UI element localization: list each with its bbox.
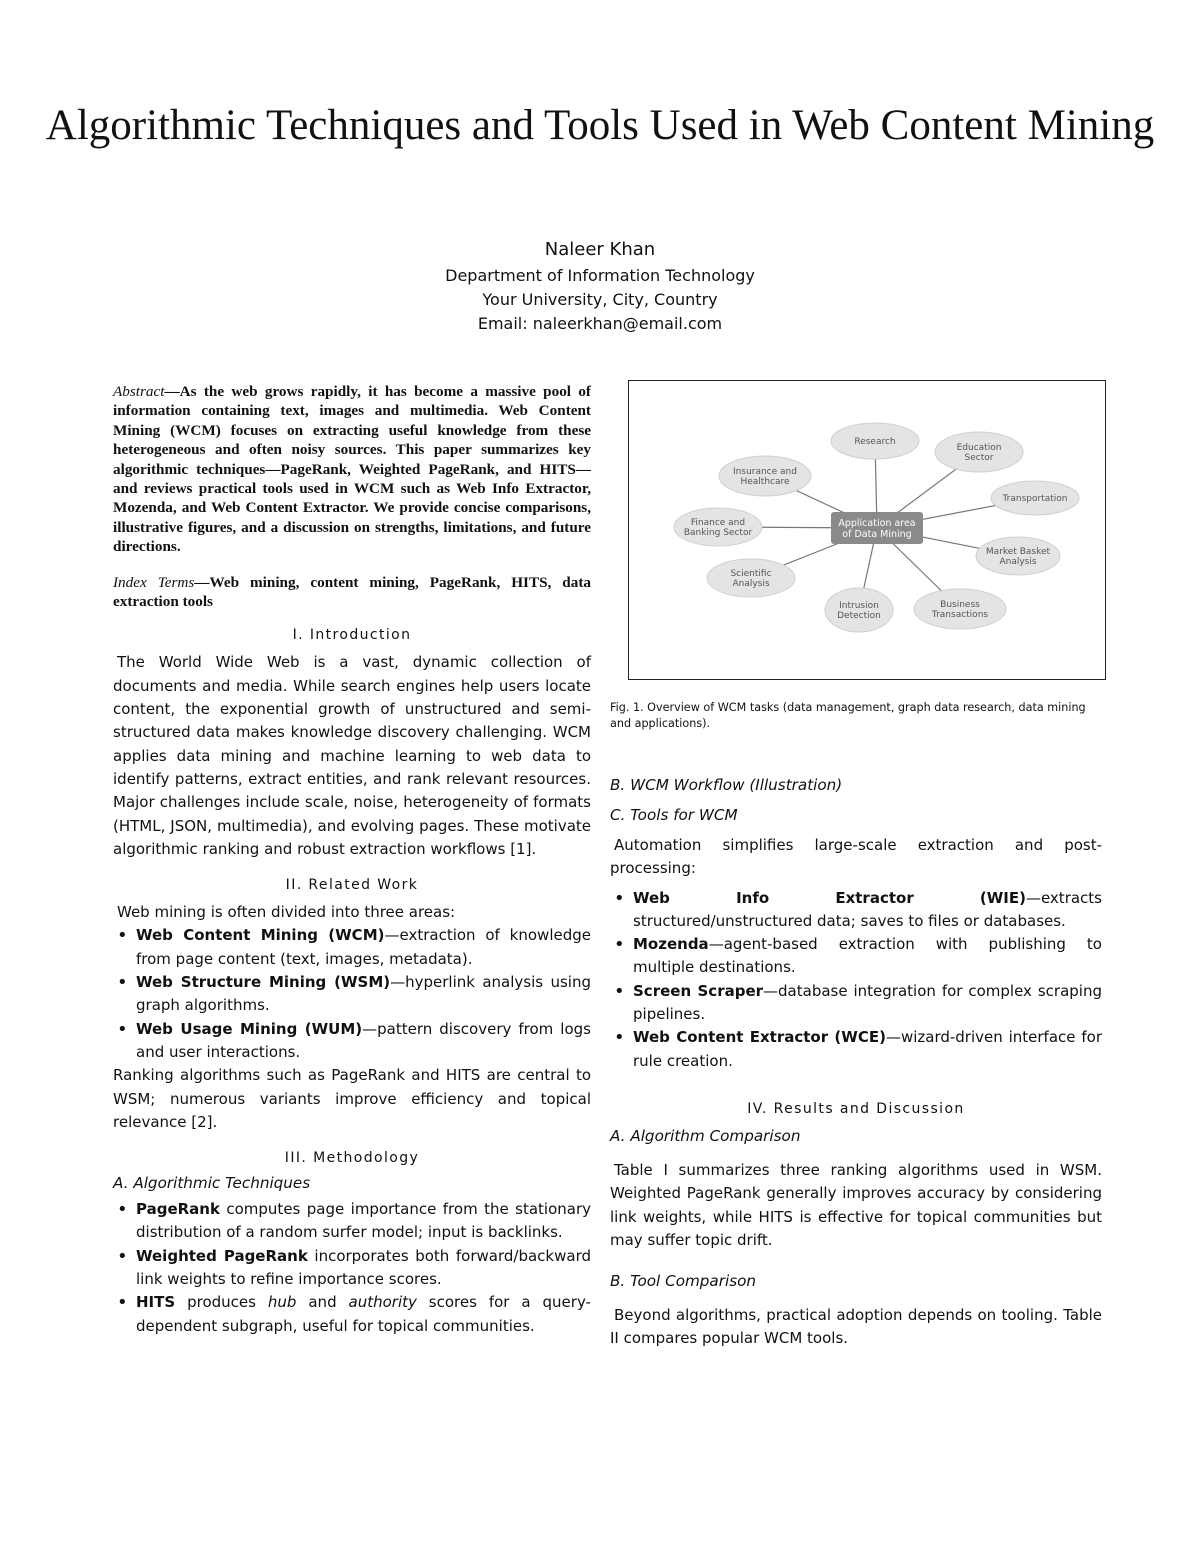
subsection-tools-for-wcm: C. Tools for WCM <box>610 806 738 824</box>
list-item-desc: —extracts structured/unstructured data; saves to files or databases. <box>633 888 1102 930</box>
diagram-center-label: Application area <box>838 518 916 529</box>
related-work-tail: Ranking algorithms such as PageRank and HITS are central to WSM; numerous variants improve efficiency and topical relevance [2]. <box>113 1066 591 1131</box>
author-university: Your University, City, Country <box>482 290 718 309</box>
subsection-wcm-workflow: B. WCM Workflow (Illustration) <box>610 776 843 794</box>
subsection-algorithm-comparison: A. Algorithm Comparison <box>610 1126 801 1145</box>
author-email: Email: naleerkhan@email.com <box>477 314 723 333</box>
diagram-center-label: of Data Mining <box>842 529 912 540</box>
list-item <box>610 933 1102 980</box>
list-item-term: Mozenda <box>633 935 709 954</box>
figure-1 <box>628 380 1106 680</box>
list-item <box>113 971 591 1018</box>
index-terms <box>113 573 591 612</box>
list-item-desc: —database integration for complex scraping pipelines. <box>633 981 1102 1024</box>
diagram-node-label: Market Basket <box>985 547 1051 557</box>
diagram-center <box>831 512 923 544</box>
abstract <box>113 382 591 557</box>
subsection-algorithmic-techniques: A. Algorithmic Techniques <box>113 1174 311 1193</box>
list-item-term: Web Content Mining (WCM) <box>136 926 385 945</box>
diagram-node-label: Scientific <box>730 569 772 579</box>
diagram-node-label: Research <box>854 437 896 447</box>
diagram-node-label: Healthcare <box>740 477 790 487</box>
index-terms-label: Index Terms <box>113 573 195 591</box>
right-column <box>610 380 1102 1351</box>
section-heading-methodology: III. Methodology <box>284 1150 420 1167</box>
related-work-lead: Web mining is often divided into three areas: <box>117 903 456 922</box>
hub-term: hub <box>267 1293 297 1312</box>
list-item-desc: computes page importance from the stationary distribution of a random surfer model; input is backlinks. <box>136 1200 591 1242</box>
diagram-node-label: Business <box>940 600 980 610</box>
list-item <box>610 1026 1102 1073</box>
list-item-desc: —wizard-driven interface for rule creation. <box>633 1028 1102 1070</box>
list-item-term: Web Usage Mining (WUM) <box>136 1019 363 1038</box>
algorithm-list <box>113 1198 591 1338</box>
list-item <box>113 1018 591 1065</box>
diagram-node <box>825 588 893 632</box>
list-item <box>113 924 591 971</box>
list-item <box>610 980 1102 1027</box>
list-item-term: Web Info Extractor (WIE) <box>633 888 1026 907</box>
diagram-node-label: Detection <box>837 611 881 621</box>
section-heading-introduction: I. Introduction <box>292 627 412 644</box>
list-item-desc: —agent-based extraction with publishing to multiple destinations. <box>633 935 1102 977</box>
abstract-label: Abstract <box>113 383 165 400</box>
author-block <box>0 236 1200 336</box>
author-department: Department of Information Technology <box>445 266 755 285</box>
diagram-node-label: Insurance and <box>733 467 797 477</box>
section-heading-results: IV. Results and Discussion <box>747 1100 965 1117</box>
list-item-term: Screen Scraper <box>633 981 764 1000</box>
diagram-node-label: Finance and <box>690 518 746 528</box>
list-item-desc: —pattern discovery from logs and user interactions. <box>136 1019 591 1061</box>
tools-lead: Automation simplifies large-scale extraction and post-processing: <box>610 836 1102 878</box>
subsection-tool-comparison: B. Tool Comparison <box>610 1272 757 1291</box>
diagram-node-label: Analysis <box>999 557 1037 567</box>
figure-caption: Fig. 1. Overview of WCM tasks (data management, graph data research, data mining and applications). <box>610 701 1086 730</box>
diagram-node-label: Intrusion <box>839 601 879 611</box>
paper-title: Algorithmic Techniques and Tools Used in Web Content Mining <box>45 102 1155 149</box>
list-item-term: Weighted PageRank <box>136 1246 308 1265</box>
list-item-desc: and <box>296 1293 349 1312</box>
tool-comparison-text: Beyond algorithms, practical adoption depends on tooling. Table II compares popular WCM tools. <box>610 1306 1102 1348</box>
list-item-desc: produces <box>175 1293 268 1312</box>
diagram-node-label: Transactions <box>931 610 989 620</box>
diagram-node <box>831 423 919 459</box>
list-item-term: Web Content Extractor (WCE) <box>633 1028 886 1047</box>
diagram-node-label: Sector <box>964 453 994 463</box>
diagram-node-label: Analysis <box>732 579 770 589</box>
abstract-text: —As the web grows rapidly, it has become a massive pool of information containing text, images and multimedia. Web Content Mining (WCM) focuses on extracting useful knowledge from these heterogeneous and often noisy sources. This paper summarizes key algorithmic techniques—PageRank, Weighted PageRank, and HITS—and reviews practical tools used in WCM such as Web Info Extractor, Mozenda, and Web Content Extractor. We provide concise comparisons, illustrative figures, and a discussion on strengths, limitations, and future directions. <box>113 383 591 556</box>
diagram-node <box>674 508 762 546</box>
list-item-desc: incorporates both forward/backward link weights to refine importance scores. <box>136 1246 591 1288</box>
diagram-node-label: Banking Sector <box>683 528 753 538</box>
diagram-node <box>935 432 1023 472</box>
list-item-desc: —hyperlink analysis using graph algorithms. <box>136 973 591 1015</box>
list-item <box>610 887 1102 934</box>
diagram-node <box>976 537 1060 575</box>
related-work-list <box>113 924 591 1064</box>
list-item <box>113 1245 591 1292</box>
introduction-text: The World Wide Web is a vast, dynamic collection of documents and media. While search engines help users locate content, the exponential growth of unstructured and semi-structured data makes knowledge discovery challenging. WCM applies data mining and machine learning to web data to identify patterns, extract entities, and rank relevant resources. Major challenges include scale, noise, heterogeneity of formats (HTML, JSON, multimedia), and evolving pages. These motivate algorithmic ranking and robust extraction workflows [1]. <box>113 653 591 858</box>
algorithm-comparison-text: Table I summarizes three ranking algorithms used in WSM. Weighted PageRank generally improves accuracy by considering link weights, while HITS is effective for topical communities but may suffer topic drift. <box>610 1160 1102 1249</box>
section-heading-related-work: II. Related Work <box>285 877 419 894</box>
diagram-node-label: Education <box>956 443 1002 453</box>
authority-term: authority <box>348 1293 417 1312</box>
list-item-desc: —extraction of knowledge from page content (text, images, metadata). <box>136 926 591 968</box>
data-mining-diagram <box>629 381 1105 679</box>
list-item <box>113 1291 591 1338</box>
index-terms-text: —Web mining, content mining, PageRank, HITS, data extraction tools <box>113 573 591 611</box>
diagram-node <box>719 456 811 496</box>
diagram-node <box>914 589 1006 629</box>
list-item <box>113 1198 591 1245</box>
list-item-term: PageRank <box>136 1200 220 1219</box>
diagram-node <box>707 559 795 597</box>
diagram-node <box>991 481 1079 515</box>
author-name: Naleer Khan <box>544 239 656 260</box>
list-item-term: Web Structure Mining (WSM) <box>136 973 391 992</box>
left-column <box>113 382 591 1338</box>
tools-list <box>610 887 1102 1073</box>
diagram-node-label: Transportation <box>1002 494 1068 504</box>
list-item-desc: scores for a query-dependent subgraph, useful for topical communities. <box>136 1293 591 1335</box>
list-item-term: HITS <box>136 1293 176 1312</box>
